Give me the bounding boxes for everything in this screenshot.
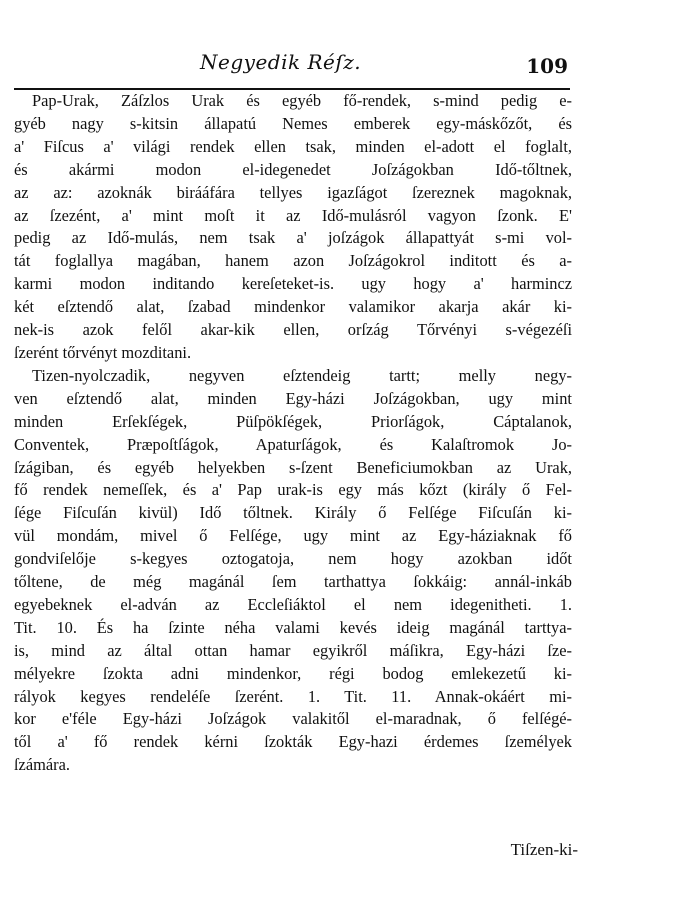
running-title: Negyedik Réſz. xyxy=(200,50,362,74)
catchword: Tiſzen-ki- xyxy=(510,840,578,859)
text-line: tőltene, de még magánál ſem tarthattya ſokkáig: annál-inkáb xyxy=(14,572,572,592)
text-line: Conventek, Præpoſtſágok, Apaturſágok, és Kalaſtromok Jo- xyxy=(14,434,572,454)
text-line: is, mind az által ottan hamar egyikről máſikra, Egy-házi ſze- xyxy=(14,640,572,660)
text-line: rályok kegyes rendeléſe ſzerént. 1. Tit. 11. Annak-okáért mi- xyxy=(14,686,572,706)
text-line: mélyekre ſzokta adni mindenkor, régi bodog emlekezetű ki- xyxy=(14,663,572,683)
text-line: minden Erſekſégek, Püſpökſégek, Priorſágok, Cáptalanok, xyxy=(14,411,572,431)
text-line: gyéb nagy s-kitsin állapatú Nemes emberek egy-máskőzőt, és xyxy=(14,113,572,133)
text-line: ſzámára. xyxy=(14,755,70,775)
text-line: Tizen-nyolczadik, negyven eſztendeig tartt; melly negy- xyxy=(32,365,572,385)
text-line: ſége Fiſcuſán kivül) Idő tőltnek. Király ő Felſége Fiſcuſán ki- xyxy=(14,503,572,523)
text-line: egyebeknek el-adván az Eccleſiáktol el nem idegenitheti. 1. xyxy=(14,594,572,614)
text-line: az az: azoknák birááfára tellyes igazſágot ſzereznek magoknak, xyxy=(14,182,572,202)
page-header xyxy=(0,44,678,84)
page-number: 109 xyxy=(526,54,568,78)
body-text xyxy=(14,90,572,777)
text-line: az ſzezént, a' mint moſt it az Idő-mulásról vagyon ſzonk. E' xyxy=(14,205,572,225)
text-line: a' Fiſcus a' világi rendek ellen tsak, minden el-adott el foglalt, xyxy=(14,136,572,156)
text-line: vül mondám, mivel ő Felſége, ugy mint az Egy-háziaknak fő xyxy=(14,526,572,546)
paragraph xyxy=(14,90,572,365)
text-line: ven eſztendő alat, minden Egy-házi Joſzágokban, ugy mint xyxy=(14,388,572,408)
text-line: Tit. 10. És ha ſzinte néha valami kevés ideig magánál tarttya- xyxy=(14,617,572,637)
text-line: gondviſelője s-kegyes oztogatoja, nem hogy azokban időt xyxy=(14,549,572,569)
text-line: tát foglallya magában, hanem azon Joſzágokrol inditott és a- xyxy=(14,251,572,271)
text-line: ſzágiban, és egyéb helyekben s-ſzent Beneficiumokban az Urak, xyxy=(14,457,572,477)
text-line: két eſztendő alat, ſzabad mindenkor valamikor akarja akár ki- xyxy=(14,297,572,317)
paragraph xyxy=(14,365,572,777)
text-line: kor e'féle Egy-házi Joſzágok valakitől el-maradnak, ő felſégé- xyxy=(14,709,572,729)
text-line: ſzerént tőrvényt mozditani. xyxy=(14,342,192,362)
text-line: pedig az Idő-mulás, nem tsak a' joſzágok állapattyát s-mi vol- xyxy=(14,228,572,248)
text-line: nek-is azok felől akar-kik ellen, orſzág Tőrvényi s-végezéſi xyxy=(14,320,572,340)
text-line: és akármi modon el-idegenedet Joſzágokban Idő-tőltnek, xyxy=(14,159,572,179)
text-line: Pap-Urak, Záſzlos Urak és egyéb fő-rendek, s-mind pedig e- xyxy=(32,91,572,110)
text-line: karmi modon inditando kereſeteket-is. ugy hogy a' harmincz xyxy=(14,274,572,294)
text-line: től a' fő rendek kérni ſzokták Egy-hazi érdemes ſzemélyek xyxy=(14,732,572,752)
text-line: fő rendek nemeſſek, és a' Pap urak-is egy más kőzt (király ő Fel- xyxy=(14,480,572,500)
